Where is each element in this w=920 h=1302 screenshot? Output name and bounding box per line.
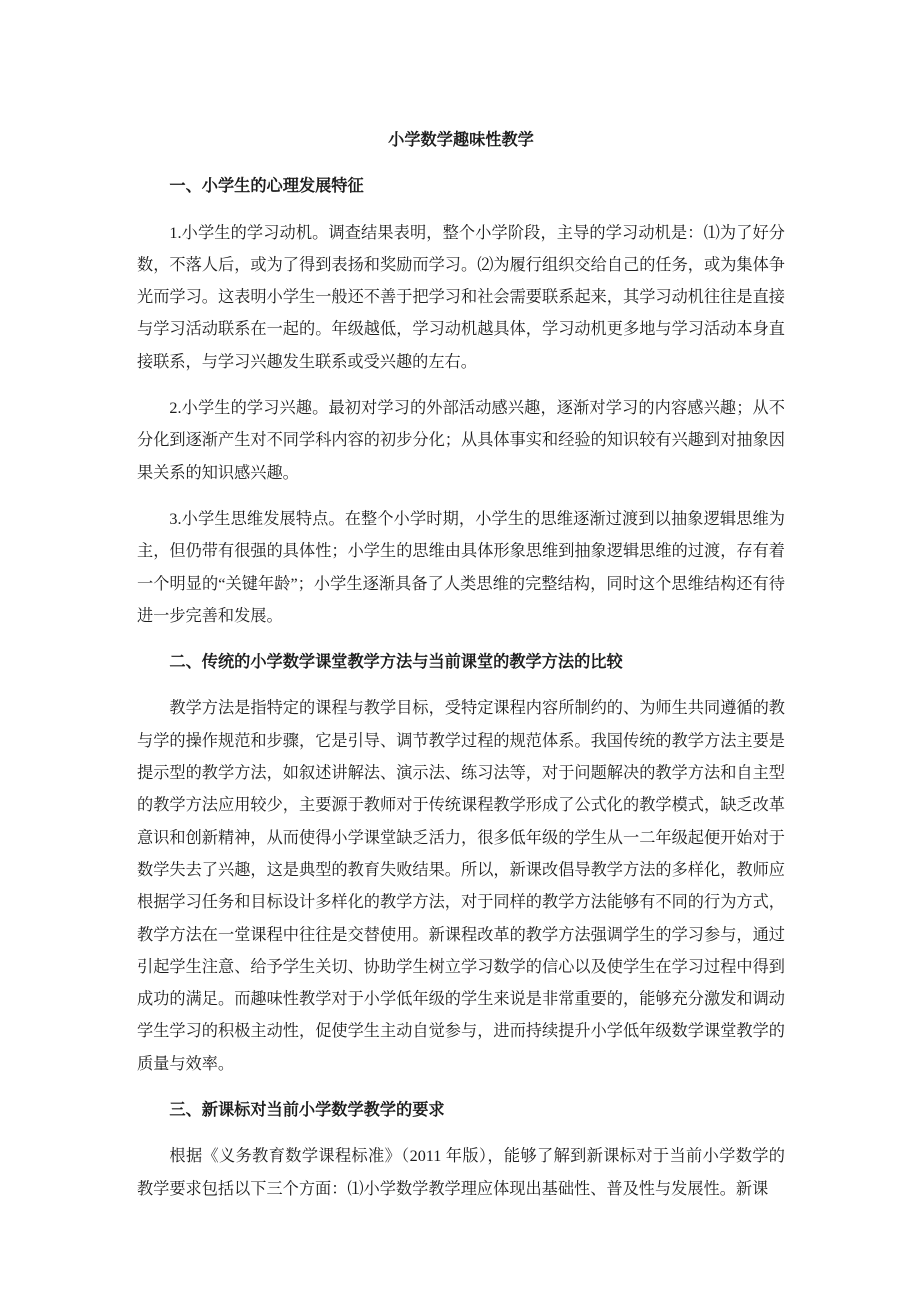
paragraph-thinking-development: 3.小学生思维发展特点。在整个小学时期，小学生的思维逐渐过渡到以抽象逻辑思维为主，但仍带有很强的具体性；小学生的思维由具体形象思维到抽象逻辑思维的过渡，存有着一个明显的“关键年龄”；小学生逐渐具备了人类思维的完整结构，同时这个思维结构还有待进一步完善和发展。 (137, 509, 785, 625)
section-heading-3: 三、新课标对当前小学数学教学的要求 (169, 1101, 445, 1120)
section-heading-1: 一、小学生的心理发展特征 (169, 177, 364, 196)
document-content (137, 0, 785, 1219)
paragraph-motivation: 1.小学生的学习动机。调查结果表明，整个小学阶段，主导的学习动机是：⑴为了好分数，不落人后，或为了得到表扬和奖励而学习。⑵为履行组织交给自己的任务，或为集体争光而学习。这表明小学生一般还不善于把学习和社会需要联系起来，其学习动机往往是直接与学习活动联系在一起的。年级越低，学习动机越具体，学习动机更多地与学习活动本身直接联系，与学习兴趣发生联系或受兴趣的左右。 (137, 223, 785, 371)
paragraph-interest: 2.小学生的学习兴趣。最初对学习的外部活动感兴趣，逐渐对学习的内容感兴趣；从不分化到逐渐产生对不同学科内容的初步分化；从具体事实和经验的知识较有兴趣到对抽象因果关系的知识感兴趣。 (137, 399, 785, 482)
paragraph-new-curriculum-requirements: 根据《义务教育数学课程标准》（2011 年版），能够了解到新课标对于当前小学数学的教学要求包括以下三个方面：⑴小学数学教学理应体现出基础性、普及性与发展性。新课 (137, 1147, 785, 1198)
paragraph-teaching-methods-comparison: 教学方法是指特定的课程与教学目标，受特定课程内容所制约的、为师生共同遵循的教与学的操作规范和步骤，它是引导、调节教学过程的规范体系。我国传统的教学方法主要是提示型的教学方法，如叙述讲解法、演示法、练习法等，对于问题解决的教学方法和自主型的教学方法应用较少，主要源于教师对于传统课程教学形成了公式化的教学模式，缺乏改革意识和创新精神，从而使得小学课堂缺乏活力，很多低年级的学生从一二年级起便开始对于数学失去了兴趣，这是典型的教育失败结果。所以，新课改倡导教学方法的多样化，教师应根据学习任务和目标设计多样化的教学方法，对于同样的教学方法能够有不同的行为方式，教学方法在一堂课程中往往是交替使用。新课程改革的教学方法强调学生的学习参与，通过引起学生注意、给予学生关切、协助学生树立学习数学的信心以及使学生在学习过程中得到成功的满足。而趣味性教学对于小学低年级的学生来说是非常重要的，能够充分激发和调动学生学习的积极主动性，促使学生主动自觉参与，进而持续提升小学低年级数学课堂教学的质量与效率。 (137, 699, 785, 1073)
section-heading-2: 二、传统的小学数学课堂教学方法与当前课堂的教学方法的比较 (169, 653, 623, 672)
document-title: 小学数学趣味性教学 (388, 131, 534, 149)
